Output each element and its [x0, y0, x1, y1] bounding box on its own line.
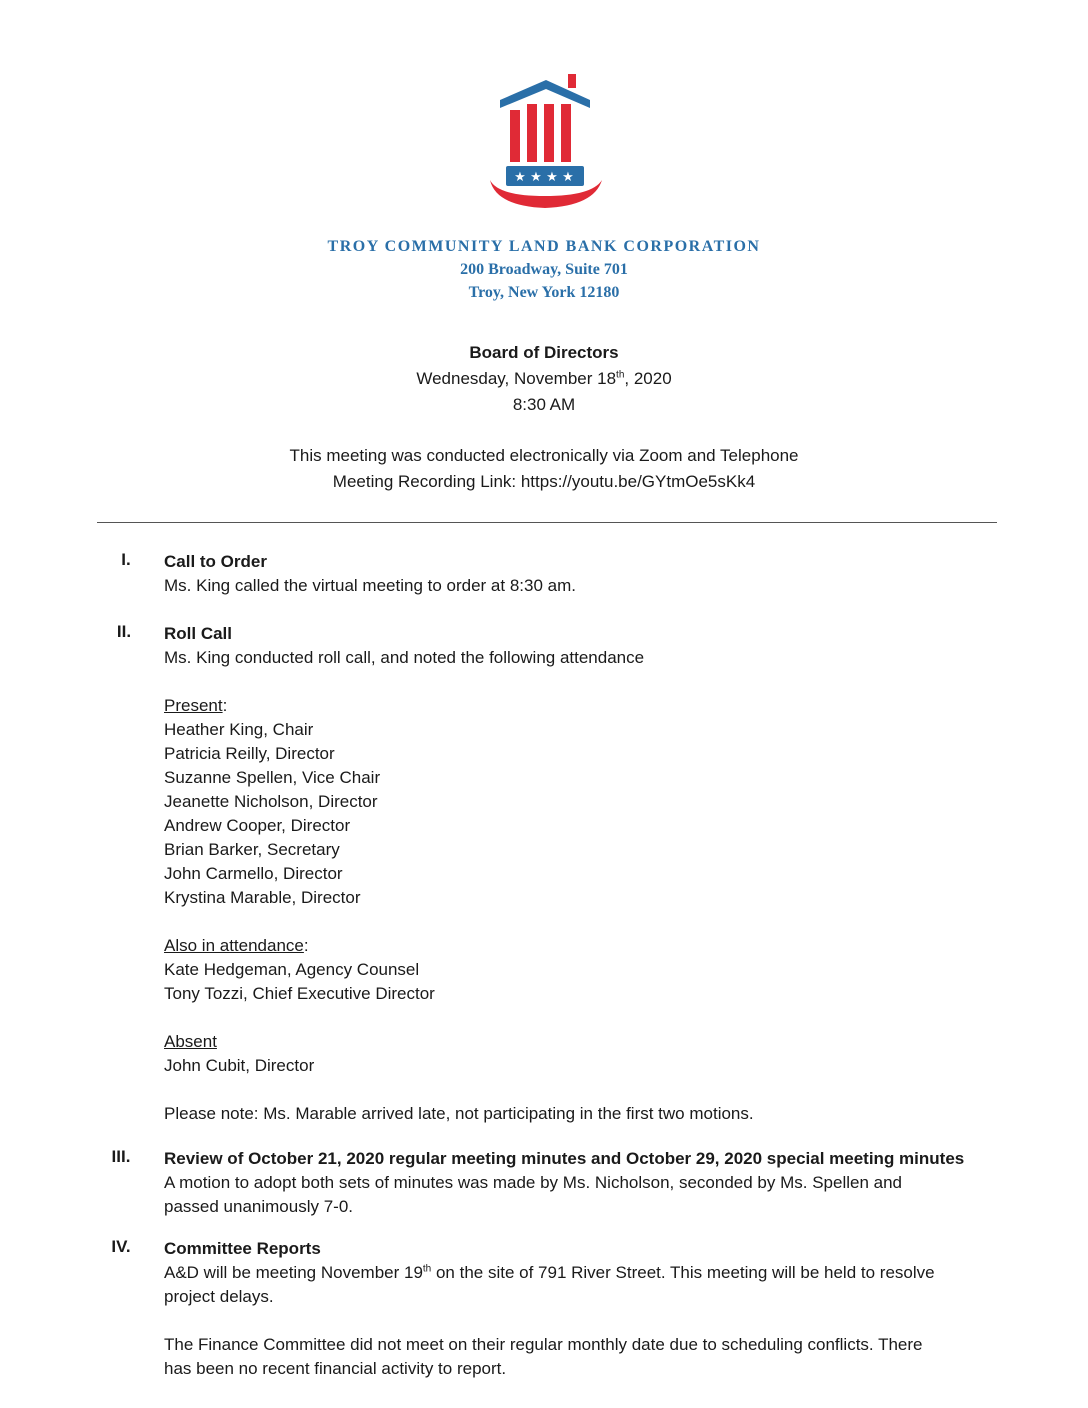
section-body-line: A motion to adopt both sets of minutes was made by Ms. Nicholson, seconded by Ms. Spellen and: [164, 1173, 903, 1192]
section-body-line: The Finance Committee did not meet on their regular monthly date due to scheduling conflicts. There: [164, 1335, 923, 1354]
attendee: Tony Tozzi, Chief Executive Director: [164, 984, 435, 1003]
section-roll-call: [164, 622, 994, 1126]
section-title: Roll Call: [164, 624, 233, 643]
attendee: Heather King, Chair: [164, 720, 314, 739]
attendee: Andrew Cooper, Director: [164, 816, 351, 835]
section-title: Committee Reports: [164, 1239, 321, 1258]
section-number: IV.: [111, 1237, 131, 1256]
section-title: Call to Order: [164, 552, 267, 571]
attendee: Jeanette Nicholson, Director: [164, 792, 378, 811]
organization-name: TROY COMMUNITY LAND BANK CORPORATION: [327, 238, 761, 255]
section-number: II.: [116, 622, 132, 641]
svg-text:★: ★: [562, 170, 574, 185]
attendee: Krystina Marable, Director: [164, 888, 361, 907]
absent-heading: Absent: [164, 1032, 217, 1051]
section-number: III.: [111, 1147, 131, 1166]
section-call-to-order: [164, 550, 994, 598]
present-heading: Present:: [164, 696, 228, 715]
meeting-conducted-note: This meeting was conducted electronically via Zoom and Telephone: [289, 446, 799, 465]
organization-address-line2: Troy, New York 12180: [468, 284, 620, 301]
svg-text:★: ★: [514, 170, 526, 185]
attendee: John Carmello, Director: [164, 864, 343, 883]
section-body: Ms. King called the virtual meeting to order at 8:30 am.: [164, 576, 576, 595]
svg-text:★: ★: [530, 170, 542, 185]
meeting-time: 8:30 AM: [512, 395, 576, 414]
section-number: I.: [121, 550, 131, 569]
svg-text:★: ★: [546, 170, 558, 185]
land-bank-building-logo: [486, 72, 606, 212]
organization-address-line1: 200 Broadway, Suite 701: [460, 261, 628, 278]
meeting-recording-link[interactable]: Meeting Recording Link: https://youtu.be/GYtmOe5sKk4: [332, 472, 756, 491]
attendance-note: Please note: Ms. Marable arrived late, not participating in the first two motions.: [164, 1104, 754, 1123]
attendee: Suzanne Spellen, Vice Chair: [164, 768, 381, 787]
header-divider: [97, 522, 997, 523]
section-body-line: A&D will be meeting November 19th on the site of 791 River Street. This meeting will be held to resolve: [164, 1263, 935, 1282]
section-body-line: passed unanimously 7-0.: [164, 1197, 354, 1216]
meeting-date: Wednesday, November 18th, 2020: [416, 369, 672, 388]
attendee: Kate Hedgeman, Agency Counsel: [164, 960, 420, 979]
section-body-line: project delays.: [164, 1287, 274, 1306]
attendee: Patricia Reilly, Director: [164, 744, 335, 763]
section-body-line: has been no recent financial activity to report.: [164, 1359, 507, 1378]
attendee: John Cubit, Director: [164, 1056, 315, 1075]
also-attending-heading: Also in attendance:: [164, 936, 309, 955]
attendee: Brian Barker, Secretary: [164, 840, 340, 859]
section-body: Ms. King conducted roll call, and noted the following attendance: [164, 648, 645, 667]
section-title: Review of October 21, 2020 regular meeting minutes and October 29, 2020 special meeting minutes: [164, 1149, 965, 1168]
section-review-minutes: [164, 1147, 994, 1219]
meeting-title: Board of Directors: [469, 343, 619, 362]
section-committee-reports: [164, 1237, 994, 1381]
